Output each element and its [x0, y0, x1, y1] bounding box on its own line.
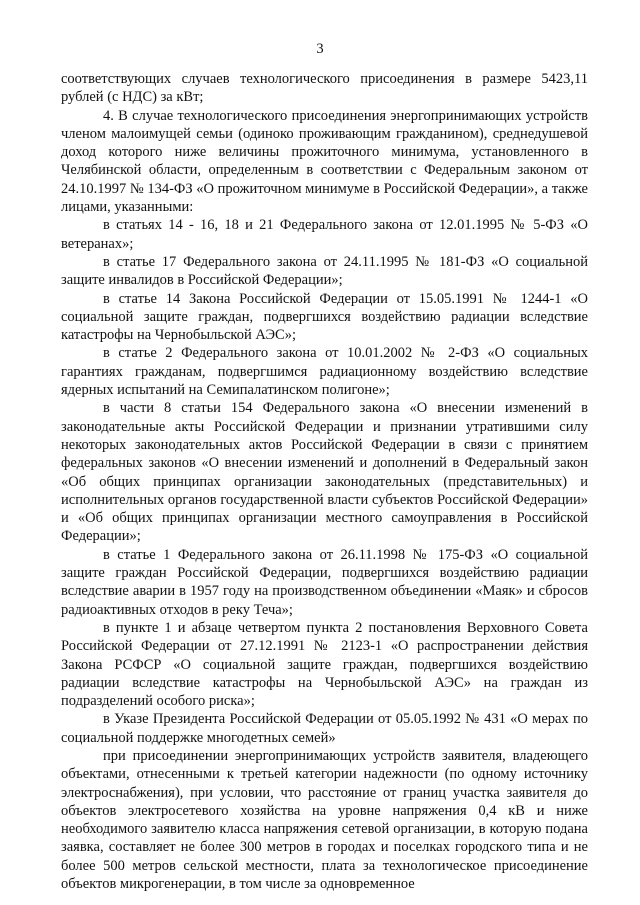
paragraph-continuation: соответствующих случаев технологического присоединения в размере 5423,11 рублей (с НДС) за кВт; — [61, 71, 588, 106]
paragraph-law-chernobyl: в статье 14 Закона Российской Федерации от 15.05.1991 № 1244-1 «О социальной защите граждан, подвергшихся воздействию радиации вследствие катастрофы на Чернобыльской АЭС»; — [61, 290, 588, 344]
paragraph-resolution-2123: в пункте 1 и абзаце четвертом пункта 2 постановления Верховного Совета Российской Федерации от 27.12.1991 № 2123-1 «О распространении действия Закона РСФСР «О социальной защите граждан, подвергшихся воздействию радиации вследствие катастрофы на Чернобыльской АЭС» на граждан из подразделений особого риска»; — [61, 619, 588, 710]
paragraph-law-mayak: в статье 1 Федерального закона от 26.11.1998 № 175-ФЗ «О социальной защите граждан Российской Федерации, подвергшихся воздействию радиации вследствие аварии в 1957 году на производственном объединении «Маяк» и сбросов радиоактивных отходов в реку Теча»; — [61, 546, 588, 618]
paragraph-law-disabled: в статье 17 Федерального закона от 24.11.1995 № 181-ФЗ «О социальной защите инвалидов в Российской Федерации»; — [61, 253, 588, 289]
paragraph-law-154: в части 8 статьи 154 Федерального закона «О внесении изменений в законодательные акты Российской Федерации и признании утратившими силу некоторых законодательных актов Российской Федерации в связи с принятием федеральных законов «О внесении изменений и дополнений в Федеральный закон «Об общих принципах организации законодательных (представительных) и исполнительных органов государственной власти субъектов Российской Федерации» и «Об общих принципах организации местного самоуправления в Российской Федерации»; — [61, 400, 588, 545]
paragraph-law-veterans: в статьях 14 - 16, 18 и 21 Федерального закона от 12.01.1995 № 5-ФЗ «О ветеранах»; — [61, 217, 588, 252]
page-number: 3 — [316, 41, 324, 57]
paragraph-connection-conditions: при присоединении энергопринимающих устройств заявителя, владеющего объектами, отнесенными к третьей категории надежности (по одному источнику электроснабжения), при условии, что расстояние от границ участка заявителя до объектов электросетевого хозяйства на уровне напряжения 0,4 кВ и ниже необходимого заявителю класса напряжения сетевой организации, в которую подана заявка, составляет не более 300 метров в городах и поселках городского типа и не более 500 метров сельской местности, плата за технологическое присоединение объектов микрогенерации, в том числе за одновременное — [61, 747, 588, 893]
paragraph-law-semipalatinsk: в статье 2 Федерального закона от 10.01.2002 № 2-ФЗ «О социальных гарантиях гражданам, подвергшимся радиационному воздействию вследствие ядерных испытаний на Семипалатинском полигоне»; — [61, 345, 588, 399]
paragraph-decree-431: в Указе Президента Российской Федерации от 05.05.1992 № 431 «О мерах по социальной поддержке многодетных семей» — [61, 711, 588, 746]
paragraph-item-4: 4. В случае технологического присоединения энергопринимающих устройств членом малоимущей семьи (одиноко проживающим гражданином), среднедушевой доход которого ниже величины прожиточного минимума, установленного в Челябинской области, определенным в соответствии с Федеральным законом от 24.10.1997 № 134-ФЗ «О прожиточном минимуме в Российской Федерации», а также лицами, указанными: — [61, 107, 588, 216]
document-body — [61, 70, 588, 893]
